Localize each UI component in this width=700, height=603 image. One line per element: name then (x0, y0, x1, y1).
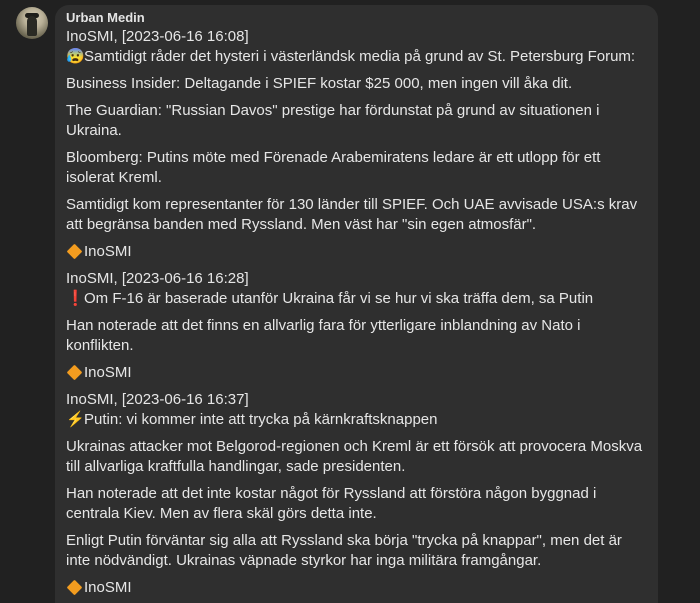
source-label: InoSMI (84, 364, 132, 381)
orange-diamond-icon (67, 244, 83, 260)
lightning-icon: ⚡ (66, 411, 85, 428)
post-paragraph: Han noterade att det inte kostar något för Ryssland att förstöra någon byggnad i centrala Kiev. Men av flera skäl görs detta inte. (66, 485, 597, 522)
post-paragraph: Han noterade att det finns en allvarlig fara för ytterligare inblandning av Nato i konflikten. (66, 317, 581, 354)
post-paragraph: Samtidigt kom representanter för 130 länder till SPIEF. Och UAE avvisade USA:s krav att begränsa banden med Ryssland. Men väst har "sin egen atmosfär". (66, 196, 638, 233)
message-bubble (55, 5, 658, 603)
orange-diamond-icon (67, 365, 83, 381)
avatar[interactable] (16, 7, 48, 39)
post-header: InoSMI, [2023-06-16 16:37] (66, 391, 249, 408)
avatar-figure (27, 16, 37, 36)
post-paragraph: Business Insider: Deltagande i SPIEF kostar $25 000, men ingen vill åka dit. (66, 75, 573, 92)
post-lead-text: Putin: vi kommer inte att trycka på kärnkraftsknappen (84, 411, 438, 428)
source-label: InoSMI (84, 243, 132, 260)
post-header: InoSMI, [2023-06-16 16:08] (66, 28, 249, 45)
source-label: InoSMI (84, 579, 132, 596)
post-lead-text: Samtidigt råder det hysteri i västerländsk media på grund av St. Petersburg Forum: (84, 48, 636, 65)
exclamation-icon: ❗ (66, 290, 85, 307)
post-lead-text: Om F-16 är baserade utanför Ukraina får vi se hur vi ska träffa dem, sa Putin (84, 290, 594, 307)
post-paragraph: Bloomberg: Putins möte med Förenade Arabemiratens ledare är ett utlopp för ett isolerat Kreml. (66, 149, 601, 186)
post-paragraph: The Guardian: "Russian Davos" prestige har fördunstat på grund av situationen i Ukraina. (66, 102, 600, 139)
post-lead (66, 47, 646, 67)
anxious-face-icon: 😰 (66, 48, 85, 65)
post-paragraph: Enligt Putin förväntar sig alla att Ryssland ska börja "trycka på knappar", men det är inte nödvändigt. Ukrainas väpnade styrkor har inga militära framgångar. (66, 532, 622, 569)
source-link[interactable] (66, 363, 646, 383)
post-header: InoSMI, [2023-06-16 16:28] (66, 270, 249, 287)
source-link[interactable] (66, 242, 646, 262)
sender-name[interactable]: Urban Medin (66, 10, 145, 25)
post-paragraph: Ukrainas attacker mot Belgorod-regionen och Kreml är ett försök att provocera Moskva till allvarliga kraftfulla handlingar, sade presidenten. (66, 438, 643, 475)
source-link[interactable] (66, 578, 646, 598)
post-lead (66, 410, 646, 430)
post-lead (66, 289, 646, 309)
orange-diamond-icon (67, 580, 83, 596)
